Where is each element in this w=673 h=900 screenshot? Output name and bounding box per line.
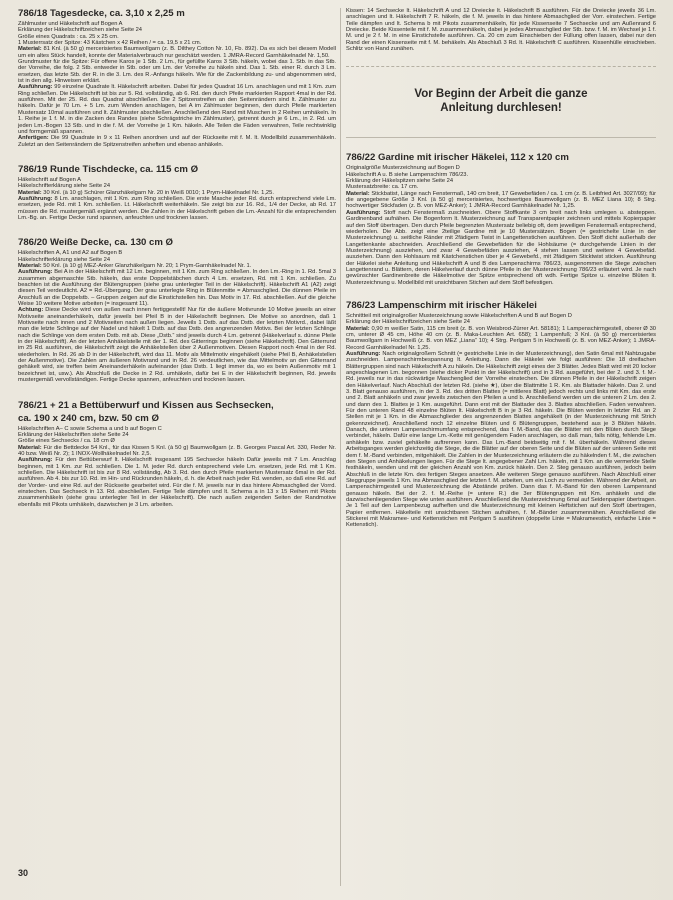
material-label: Material: — [18, 46, 42, 53]
text-line: Häkelschrift auf Bogen A — [18, 176, 81, 183]
read-instructions-notice — [346, 87, 656, 115]
material-paragraph — [346, 326, 656, 351]
ausfuehrung-paragraph — [18, 269, 336, 307]
separator-line — [346, 137, 656, 138]
text-line: Erklärung der Häkelschriftzeichen siehe Seite 24 — [18, 27, 143, 34]
anfertigen-text: Die 99 Quadrate in 9 x 11 Reihen anordnen und auf der Rückseite mit f. M. lt. Modellbild zusammenhäkeln. Zuletzt an den Seitenrändern die Spitzenstreifen anheften und ebenso anhäkeln. — [18, 135, 336, 148]
material-paragraph — [18, 445, 336, 458]
text-line: Häkelschriften A– C sowie Schema a und b auf Bogen C — [18, 425, 162, 432]
material-text: 81 Knl. (à 50 g) mercerisiertes Baumwollgarn (z. B. Dilthey Cotton Nr. 10, Fb. 892). Da es sich bei diesem Modell um ein altes Stück handelt, konnte der Materialverbrauch nur geschätzt werden. 1 JMRA-Record Garnhäkelnadel Nr. 1,50. — [18, 46, 336, 59]
material-text: 0,90 m weißer Satin, 115 cm breit (z. B. von Weisbrod-Zürrer Art. 58181); 1 Lampenschirmgestell, oberer Ø 30 cm, unterer Ø 45 cm, Höhe 40 cm (z. B. Maka-Leuchten Art. 658); 1 Lampenfuß; 3 Knl. (à 50 g) mercerisiertes Baumwollgarn in Hochweiß (z. B. von MEZ „Liana“ 10); 4 Strg. Perlgarn 5 in Hochweiß (z. B. von MEZ-Anker); 1 JMRA-Record Garnhäkelnadel Nr. 1,25. — [346, 325, 656, 351]
achtung-paragraph — [18, 307, 336, 383]
text-line: Erklärung der Häkelschriftzeichen siehe Seite 24 — [346, 319, 471, 326]
ausfuehrung-label: Ausführung: — [18, 269, 53, 276]
right-column — [346, 8, 656, 529]
ausfuehrung-label: Ausführung: — [346, 209, 381, 216]
text-line: Schnittteil mit originalgroßer Musterzeichnung sowie Häkelschriften A und B auf Bogen D — [346, 312, 572, 319]
material-text: 30 Knl. (à 10 g) Schürer Glanzhäkelgarn Nr. 20 in Weiß 0010; 1 Prym-Häkelnadel Nr. 1,25. — [43, 189, 274, 196]
ausfuehrung-label: Ausführung: — [18, 84, 53, 91]
section-title: 786/23 Lampenschirm mit irischer Häkelei — [346, 299, 537, 311]
ausfuehrung-text: 99 einzelne Quadrate lt. Häkelschrift arbeiten. Dabei für jedes Quadrat 16 Lm. anschlagen und mit 1 Km. zum Ring schließen. Die Häkelschrift ist bis zur 5. Rd. vollständig, ab 6. Rd. den durch Pfeile markierten Rapport 4mal in der Rd. ausführen. Mit der 25. Rd. das Quadrat abschließen. Die 2 Spitzenstreifen an den Seitenrändern sind lt. Zählmuster zu häkeln. Dafür je 70 Lm. + 5 Lm. zum Wenden anschlagen, bei A im Zählmuster beginnen, den durch Pfeile markierten Mustersatz 10mal ausführen und lt. Zählmuster abschließen. Anschließend den Rand mit Muschen in 2 Reihen umhäkeln. In 1. Reihe je 1 f. M. in die Zacken des Randes (siehe Schrägstriche im Zählmuster), getrennt durch je 6 Lm., in 2. Rd. um jeden Lm.-Bogen 13 Stb. und in die f. M. der Vorreihe je 1 Km. häkeln. Alle Teilen die Fäden verwahren, Teile rechtwinklig und formgemäß spannen. — [18, 84, 336, 135]
column-divider — [340, 8, 341, 886]
material-label: Material: — [346, 190, 370, 197]
text-line: Größe eines Quadrats : ca. 25 x 25 cm. — [18, 33, 119, 40]
body-paragraph: Grundmuster für die Spitze: Für offene Karos je 1 Stb. 2 Lm., für gefüllte Karos 3 Stb. häkeln, wobei das 1. Stb. in das Stb. der Vorreihe, die folg. 2 Stb. entweder in Stb. oder um Lm. der Vorreihe zu häkeln sind. Das 1. Stb. einer R. durch 3 Lm. ersetzen, das letzte Stb. der R. in die 3. Lm. des R.-Anfangs häkeln. Wie für die Zackenbildung zu- und abgenommen wird, ist in den allg. Hinweisen erklärt. — [18, 59, 336, 85]
ausfuehrung-label: Ausführung: — [346, 351, 381, 357]
text-line: Erklärung der Häkelschriften siehe Seite 24 — [18, 431, 129, 438]
ausfuehrung-paragraph — [346, 210, 656, 286]
text-line: Häkelschriften A, A1 und A2 auf Bogen B — [18, 250, 123, 257]
text-line: Erklärung der Häkelspitzen siehe Seite 24 — [346, 178, 454, 185]
notice-line-2: Anleitung durchlesen! — [440, 102, 562, 115]
left-column — [18, 8, 336, 508]
section-title: 786/18 Tagesdecke, ca. 3,10 x 2,25 m — [18, 8, 185, 19]
section-786-23 — [346, 300, 656, 529]
section-786-21-continued — [346, 8, 656, 52]
material-paragraph — [346, 191, 656, 210]
section-786-20 — [18, 237, 336, 383]
anfertigen-paragraph — [18, 135, 336, 148]
section-786-22 — [346, 152, 656, 286]
material-text: Stickbatist, Länge nach Fenstermaß, 140 cm breit, 17 Gewebefäden / ca. 1 cm (z. B. Leibfried Art. 3027/09); für die angegebene Größe 3 Knl. (à 50 g) mercerisiertes, hochwertiges Baumwollgarn (z. B. MEZ Liana 10); 8 Strg. hochwertiger Stickfaden (z. B. von MEZ-Anker); 1 JMRA-Record Garnhäkelnadel Nr. 1,25. — [346, 190, 656, 210]
ausfuehrung-text: Nach originalgroßem Schnitt (= gestrichelte Linie in der Musterzeichnung), den Satin 6mal mit Nahtzugabe zuschneiden. Lampenschirmbespannung lt. Anleitung. Dann die Häkelei wie folgt ausführen: Die 18 dreifachen Blättergruppen sind nach Häkelschrift A zu häkeln. Die Häkelschrift zeigt eines der 3 Blätter. Jedes Blatt wird mit 20 locker angeschlagenen Lm. begonnen (siehe dicker Punkt in der Häkelschrift) und in 3 Rd. ausgeführt, bei der 2. und 3. f. M.-Rd. jeweils nur in das rückwärtige Maschenglied der Vorreihe einstechen. Die dünnen Pfeile in der Häkelschrift zeigen den Häkelverlauf. Nach Abschluß der letzten Rd. (siehe ★), über die Blattmitte 1 R. Km. als Blattader häkeln. Das 2. und 3. Blatt genauso ausführen, in der 3. Rd. des dritten Blattes (= mittleres Blatt) jedoch rechts und links mit Km. das erste und 2. Blatt anhäkeln und zwar jeweils zwischen den Pfeilen a und b. Anschließend werden um die unteren 2 Lm. des 2. und dann des 1. Blattes je 1 Km. ausgeführt. Dann erst mit der Blattader des 3. Blattes abschließen. Faden verwahren. Für den unteren Rand 48 einzelne Blüten lt. Häkelschrift B in je 3 Rd. häkeln. Die Blüten werden in letzter Rd. an 2 Stellen mit je 1 Km. in die Abmaschglieder des angrenzenden Blattes angehäkelt (in der Musterzeichnung mit Strich gekennzeichnet). Anschließend noch 12 einzelne Blüten und 6 Blütengruppen, bestehend aus je 3 Blüten häkeln. Danach, die unteren Lampenschirmumfang entsprechend, das f. M.-Band, das die Blätter mit den Blüten durch Stege verbindet, häkeln. Dafür eine lange Lm.-Kette mit genügendem Faden anschlagen, so daß man, falls nötig, fehlende Lm. anhäkeln bzw. zuviel gehäkelte auftrennen kann. Das Lm.-Band beidseitig mit f. M. überhäkeln. Während dieses Arbeitsganges werden gleichzeitig die Stege, die die Blätter auf der oberen Seite und die Blüten auf der unteren Seite mit dem f. M.-Band verbinden, mitgehäkelt. Die Zahlen in der Musterzeichnung erläutern die zu häkelnden f. M., die zwischen den Stegen und Anhäkelungen liegen. Für die Stege lt. angegebener Zahl Lm. häkeln, mit 1 Km. an die vermerkte Stelle festhäkeln, wenden und mit der gleichen Anzahl von Km. zurück häkeln. Den 2. Steg genauso ausführen, jedoch beim Abschluß in die letzte Km. des fertigen Steges ansetzen. Alle weiteren Stege genauso ausführen. Nach Abschluß einer Steggruppe jeweils 1 Km. ins Abmaschglied der letzten f. M. arbeiten, um ein Loch zu vermeiden. Während der Arbeit, an Lampenschirmgestell und Musterzeichnung die Abstände prüfen. Dann das f. M.-Band für den oberen Lampenrand genauso häkeln. Bei der 2. f. M.-Reihe (= untere R.) die 3er Blütengruppen mit Km. anhäkeln und die dazwischenliegenden Stege wie unten ausführen. Anschließend die Musterzeichnung 6mal auf Seidenpapier übertragen. Je 1 Teil auf den Lampenbezug aufheften und die Musterzeichnung mit kleinen Heftstichen auf den Stoff übertragen, Papier entfernen. Häkelteile mit unsichtbaren Stichen aufnähen, f. M.-Bänder zusammennähen. Anschließend die Stickerei mit Makramee- und Kettenstichen mit Perlgarn 5 ausführen (doppelte Linie = Makrameestich, einfache Linie = Kettenstich). — [346, 351, 656, 529]
material-paragraph — [18, 46, 336, 59]
material-label: Material: — [346, 325, 370, 332]
section-title-line-2: ca. 190 x 240 cm, bzw. 50 cm Ø — [18, 412, 159, 424]
text-line: Zählmuster und Häkelschrift auf Bogen A — [18, 21, 123, 27]
anfertigen-label: Anfertigen: — [18, 135, 49, 142]
separator-line — [346, 66, 656, 67]
ausfuehrung-text: Für den Bettüberwurf lt. Häkelschrift insgesamt 195 Sechsecke häkeln Dafür jeweils mit 7 Lm. Anschlag beginnen, mit 1 Km. zur Rd. schließen. Die 1. M. jeder Rd. durch entsprechend viele Lm. ersetzen, jede Rd. mit 1 Km. schließen. Die Häkelschrift ist bis zur 8 Rd. vollständig, Ab 3. Rd. den durch Pfeile markierten Mustersatz 6mal in der Rd. ausführen. Ab 4. bis zur 10. Rd. im Hin- und Rückrunden häkeln, d. h. die Arbeit nach jeder Rd. wenden, so daß eine Rd. auf der Vorder- und eine Rd. auf der Rückseite gearbeitet wird. Für die f. M. jeweils nur in das hintere Abmaschglied der Vorrd. einstechen. Das Sechseck in 13. Rd. abschließen. Fertige Teile dämpfen und lt. Schema a in 13 x 15 Reihen mit Pikots zusammenhäkeln (siehe grau unterlegter Teil in der Häkelschrift). Die nach außen zeigenden Seiten der Randmotive ebenfalls mit Pikots umhäkeln, dazwischen je 3 Lm. arbeiten. — [18, 457, 336, 508]
achtung-text: Diese Decke wird von außen nach innen fertiggestellt! Nur für die äußere Motivrunde 10 Motive jeweils an einer Motivseite aneinanderhäkeln, dafür jeweils bei Pfeil B in der Häkelschrift beginnen. Die Motive so anordnen, daß 1 Motivseite nach innen und 2 Motivseiten nach außen liegen. Jeweils 1 Dstb. auf das Dstb. der letzten Motivrd., dabei läßt man die letzte Schlinge auf der Nadel und häkelt 1 Dstb. auf das Dstb. des angrenzenden Motivs. Bei der letzten Schlinge nach die Schlinge von dem ersten Dstb. mit ab. Diese „Dstb.“ sind jeweils durch 4 Lm. getrennt (Häkelverlauf s. dünne Pfeile in der Häkelschrift). An der letzten Anhäkelstelle mit der 1. Rd. des Gitterrings beginnen (siehe Häkelschrift). Den Gitterrund im 25 Rd. ausführen, die Häkelschrift zeigt die Anhäkelstellen über 2 Außenmotiven. Diesen Rapport noch 4mal in der Rd. wiederholen. In Rd. 26 ab D in der Häkelschrift, wird das 11. Motiv als Mittelmotiv eingehäkelt (siehe Pfeil B, Anhäkelstellen der Außenmotive). Die Zahlen am äußeren Motivrand und in Rd. 26 verdeutlichen, wie das Mittelmotiv an den Gitterrand gehäkelt wird, sie treffen beim Aneinanderhäkeln aufeinander (das Dstb. 1 liegt immer da, wo es beim Außenmotiv mit 1 bezeichnet ist, usw.). Als Abschluß die Decke in 2 Rd. umhäkeln, dafür bei E in der Häkelschrift beginnen, Rd. jeweils mustergemäß vervollständigen. Fertige Decke spannen, anfeuchten und trocknen lassen. — [18, 307, 336, 384]
material-text: Für die Bettdecke 54 Knl., für das Kissen 5 Knl. (à 50 g) Baumwollgarn (z. B. Georges Pascal Art. 330, Fleder Nr. 40 bzw. Weiß Nr. 2); 1 INOX-Wollhäkelnadel Nr. 2,5. — [18, 444, 336, 457]
ausfuehrung-text: Bei A in der Häkelschrift mit 12 Lm. beginnen, mit 1 Km. zum Ring schließen. In den Lm.-Ring in 1. Rd. 5mal 3 zusammen abgemaschte Stb. häkeln, das erste Doppelstäbchen durch 4 Lm. ersetzen, Rd. mit 1 Km. schließen. Zu beachten ist die Ausführung der Blütengruppen (siehe grau unterlegter Teil in der Häkelschrift). Häkelschrift A1 (A2) zeigt diesen Teil verdeutlicht. A2 = Rd.-Übergang. Der grau unterlegte Ring in Blütenmitte = Abmaschglied. Die dünnen Pfeile im Anschluß an die Doppelstb. – Gruppen zeigen auf die Einstichstellen hin. Das Motiv in 17. Rd. abschließen. Auf die gleiche Weise 10 weitere Motive arbeiten (= insgesamt 11). — [18, 269, 336, 308]
text-line: Originalgröße Musterzeichnung auf Bogen D — [346, 165, 460, 172]
ausfuehrung-paragraph — [18, 84, 336, 135]
ausfuehrung-paragraph — [346, 351, 656, 529]
ausfuehrung-text: 8 Lm. anschlagen, mit 1 Km. zum Ring schließen. Die erste Masche jeder Rd. durch entsprechend viele Lm. ersetzen, jede Rd. mit 1 Km. schließen. Lt. Häkelschrift weiterhäkeln. Sie zeigt bis zur 16. Rd., 1/4 der Decke, ab Rd. 17 müssen die Rd. mustergemäß ergänzt werden. Die Zahlen in der Häkelschrift geben die Lm.-Anzahl für die entsprechenden Lm.-Bg. an. Fertige Decke rund spannen, anfeuchten und trocknen lassen. — [18, 195, 336, 221]
text-line: 1 Musterrsatz der Spitze: 43 Kästchen x 42 Reihen / = ca. 19,5 x 21 cm. — [18, 40, 202, 47]
section-786-21 — [18, 400, 336, 508]
text-line: Häkelschrifterklärung siehe Seite 24 — [18, 183, 111, 190]
section-786-18 — [18, 8, 336, 148]
text-line: Größe eines Sechsecks / ca. 18 cm Ø — [18, 438, 115, 445]
ausfuehrung-paragraph — [18, 457, 336, 508]
achtung-label: Achtung: — [18, 307, 44, 314]
section-786-19 — [18, 164, 336, 221]
text-line: Häkelschrifterklärung siehe Seite 24 — [18, 256, 111, 263]
ausfuehrung-label: Ausführung: — [18, 457, 53, 464]
material-text: 50 Knl. (à 10 g) MEZ-Anker Glanzhäkelgarn Nr. 20; 1 Prym-Garnhäkelnadel Nr. 1. — [43, 262, 252, 269]
section-title: 786/21 + 21 a Bettüberwurf und Kissen aus Sechsecken, — [18, 399, 274, 411]
kissen-paragraph: Kissen: 14 Sechsecke lt. Häkelschrift A und 12 Dreiecke lt. Häkelschrift B ausführen. Für die Dreiecke jeweils 36 Lm. anschlagen und lt. Häkelschrift 7 R. häkeln, die f. M. jeweils in das hintere Abmaschglied der Vorr. einstechen. Fertige Teile dämpfen und lt. Schema b mit Pikots zusammenhäkeln, für jede Kissenseite 7 Sechsecke und am Außenrand 6 Dreiecke. Beide Kissenteile mit f. M. zusammenhäkeln, dabei je jedes Abmaschglied der Stb. bzw. f. M. im Wechsel je 1 f. M. und je 2 f. M. in eine Einstichstelle ausführen. Ca. 20 cm zum Einschieben der Füllung offen lassen, dabei nur den Rand der einen Kissenseite mit f. M. behäkeln. Als Abschluß 3 Rd. lt. Häkelschrift C ausführen. Kissenhülle einschieben. Schlitz von Hand zunähen. — [346, 8, 656, 53]
page-number: 30 — [18, 868, 29, 878]
section-title: 786/22 Gardine mit irischer Häkelei, 112 x 120 cm — [346, 152, 569, 164]
ausfuehrung-text: Stoff nach Fenstermaß zuschneiden. Obere Stoffkante 3 cm breit nach links umlegen u. absteppen. Gardinenband aufnähen. Die Bogenform lt. Musterzeichnung auf Transparentpapier zeichnen und mittels Kopierpapier auf den Stoff übertragen. Den durch Pfeile begrenzten Mustersatz beliebig oft, dem jeweiligen Fenstermaß entsprechend, wiederholen. Die Abb. zeigt eine 2teilige Gardine mit je 10 Mustersätzen. Bogen (= gestrichelte Linie in der Musterzeichnung) u. seitliche Ränder mit 2fädigem Twist in Langettenstichen ausführen. Den Stoff dicht außerhalb der Langettenkante abschneiden. Anschließend die Gewebefäden für die Hohlsäume (= durchgehende Linien in der Musterzeichnung) ausziehen, und zwar 4 Gewebefäden ausziehen, 4 stehen lassen und weitere 4 Gewebefäd. ausziehen. Dann den Hohlsaum mit Kästchenstichen über je 4 Gewebefd., mit 2fädigem Sticktwist sticken. Ausführung der Häkelei siehe Anleitung und Häkelschrift A und B des Lampenschirms 786/23, ausgenommen die Stege zwischen Langettenrand u. Blättern, deren Häkelverlauf durch dünne Pfeile in der Musterzeichnung 786/23 erläutert wird. Je nach gewünschter Gardinenbreite die Häkelmotive der Spitze entsprechend oft wdh. Fertige Spitze u. einzelne Blüten lt. Musterzeichnung u. Modellbild mit unsichtbaren Stichen auf dem Stoff befestigen. — [346, 209, 656, 286]
material-label: Material: — [18, 262, 42, 269]
section-title: 786/20 Weiße Decke, ca. 130 cm Ø — [18, 237, 174, 249]
material-label: Material: — [18, 444, 42, 451]
text-line: Häkelschrift A u. B siehe Lampenschirm 786/23. — [346, 171, 469, 178]
text-line: Mustersatzbreite: ca. 17 cm. — [346, 184, 419, 191]
notice-line-1: Vor Beginn der Arbeit die ganze — [414, 88, 588, 101]
ausfuehrung-label: Ausführung: — [18, 195, 53, 202]
material-label: Material: — [18, 189, 42, 196]
section-title: 786/19 Runde Tischdecke, ca. 115 cm Ø — [18, 163, 199, 175]
ausfuehrung-paragraph — [18, 196, 336, 221]
